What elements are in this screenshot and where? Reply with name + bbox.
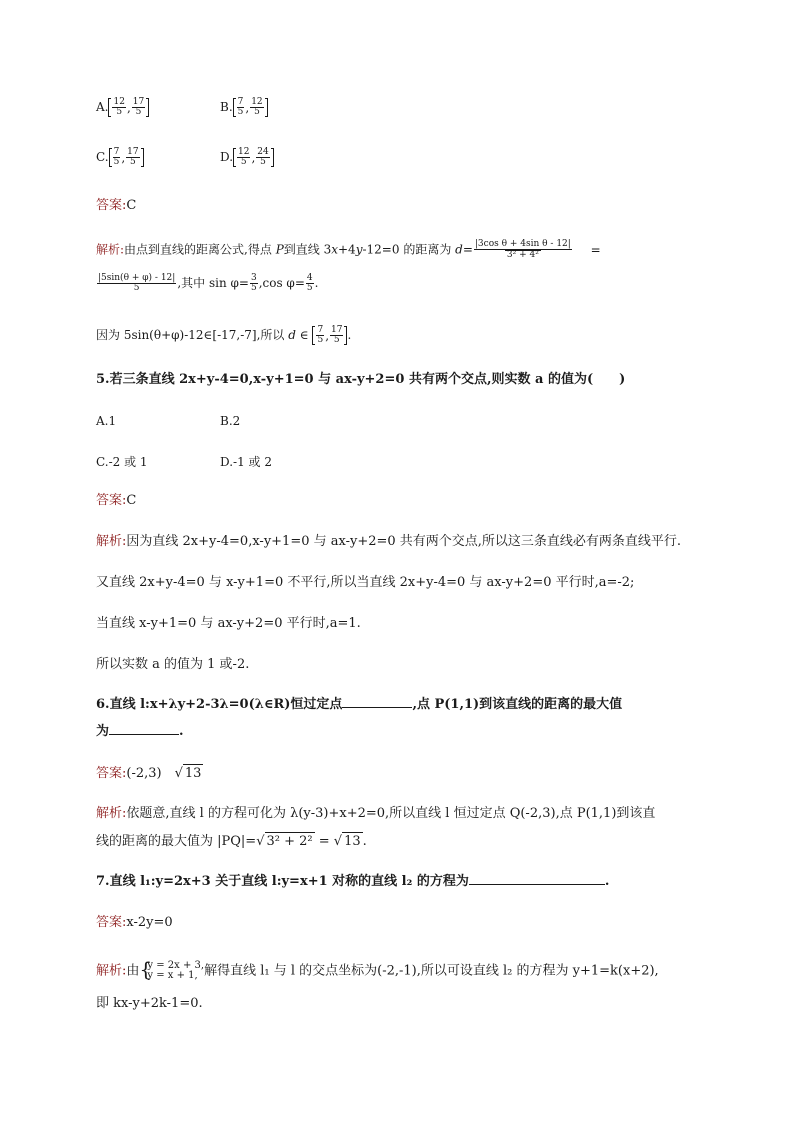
q6-stem-line1: 6.直线 l:x+λy+2-3λ=0(λ∈R)恒过定点 ,点 P(1,1)到该直线的距离的最大值	[96, 697, 623, 712]
q6-analysis-line1: 解析:依题意,直线 l 的方程可化为 λ(y-3)+x+2=0,所以直线 l 恒过定点 Q(-2,3),点 P(1,1)到该直	[96, 806, 656, 821]
q4-answer: 答案:C	[96, 198, 137, 213]
q5-option-d: D.-1 或 2	[220, 455, 272, 469]
option-a: A. $\frac{12}{5}$ , $\frac{17}{5}$	[96, 98, 149, 117]
q5-option-a: A.1	[96, 414, 117, 428]
option-b: B. $\frac{7}{5}$ , $\frac{12}{5}$	[220, 98, 268, 117]
q6-stem-line2: 为 .	[96, 724, 184, 739]
q5-answer: 答案:C	[96, 493, 137, 508]
q5-analysis-line4: 所以实数 a 的值为 1 或-2.	[96, 657, 250, 672]
q4-analysis-line2: $\frac{|5\sin(\theta + \varphi) - 12|}{5}$ ,其中 sin φ= $\frac{3}{5}$ ,cos φ= $\frac{4}{5}$ .	[98, 273, 319, 293]
q5-option-c: C.-2 或 1	[96, 455, 148, 469]
q5-analysis-line1: 解析:因为直线 2x+y-4=0,x-y+1=0 与 ax-y+2=0 共有两个交点,所以这三条直线必有两条直线平行.	[96, 534, 682, 549]
q6-analysis-line2: 线的距离的最大值为 |PQ|=√ 3² + 2² = √ 13 .	[96, 834, 367, 849]
q5-stem: 5.若三条直线 2x+y-4=0,x-y+1=0 与 ax-y+2=0 共有两个交点,则实数 a 的值为( )	[96, 372, 626, 387]
q5-option-b: B.2	[220, 414, 241, 428]
q7-stem: 7.直线 l₁:y=2x+3 关于直线 l:y=x+1 对称的直线 l₂ 的方程为 .	[96, 874, 610, 889]
q7-analysis-line1: 解析:由 { y = 2x + 3, y = x + 1, 解得直线 l₁ 与 l 的交点坐标为(-2,-1),所以可设直线 l₂ 的方程为 y+1=k(x+2),	[96, 957, 659, 981]
q5-analysis-line2: 又直线 2x+y-4=0 与 x-y+1=0 不平行,所以当直线 2x+y-4=0 与 ax-y+2=0 平行时,a=-2;	[96, 575, 635, 590]
q4-analysis-line3: 因为 5sin(θ+φ)-12∈[-17,-7],所以 d ∈ $\frac{7}{5}$ , $\frac{17}{5}$ .	[96, 325, 352, 345]
option-d: D. $\frac{12}{5}$ , $\frac{24}{5}$	[220, 148, 274, 167]
q7-analysis-line2: 即 kx-y+2k-1=0.	[96, 996, 203, 1011]
q5-analysis-line3: 当直线 x-y+1=0 与 ax-y+2=0 平行时,a=1.	[96, 616, 361, 631]
option-c: C. $\frac{7}{5}$ , $\frac{17}{5}$	[96, 148, 144, 167]
q4-analysis-line1: 解析:由点到直线的距离公式,得点 P到直线 3x+4y-12=0 的距离为 d= $\frac{\text{|3cos θ + 4sin θ - 12|}}{\text{3² + 4²}}$ =	[96, 239, 601, 260]
q6-answer: 答案:(-2,3) √ 13	[96, 766, 202, 781]
q7-answer: 答案:x-2y=0	[96, 915, 173, 930]
